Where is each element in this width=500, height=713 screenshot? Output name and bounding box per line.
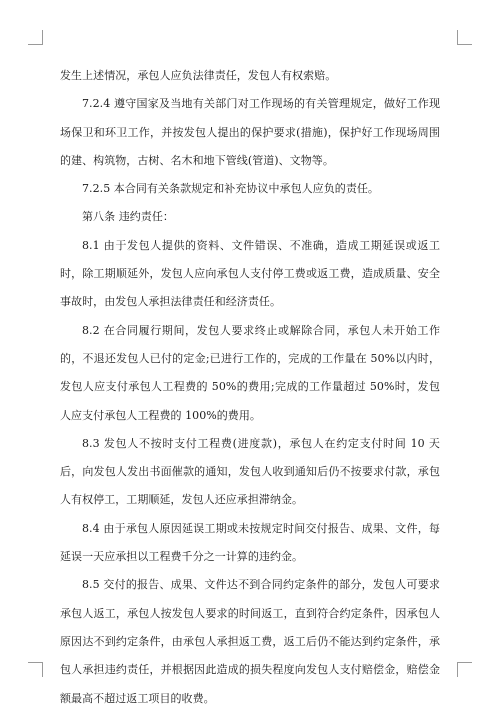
paragraph-8-1: 8.1 由于发包人提供的资料、文件错误、不准确，造成工期延误或返工时，除工期顺延外，发包人应向承包人支付停工费或返工费，造成质量、安全事故时，由发包人承担法律责任和经济责任。 bbox=[60, 238, 440, 309]
section-heading-article-8: 第八条 违约责任： bbox=[82, 210, 174, 224]
crop-mark-top-left bbox=[28, 30, 43, 45]
paragraph-7-2-4: 7.2.4 遵守国家及当地有关部门对工作现场的有关管理规定，做好工作现场保卫和环卫工作，并按发包人提出的保护要求(措施)，保护好工作现场周围的建、构筑物，古树、名木和地下管线(管道)、文物等。 bbox=[60, 97, 440, 167]
paragraph-8-4: 8.4 由于承包人原因延误工期或未按规定时间交付报告、成果、文件，每延误一天应承担以工程费千分之一计算的违约金。 bbox=[60, 521, 440, 564]
paragraph-continuation: 发生上述情况，承包人应负法律责任，发包人有权索赔。 bbox=[60, 69, 337, 82]
paragraph-8-2: 8.2 在合同履行期间，发包人要求终止或解除合同，承包人未开始工作的，不退还发包人已付的定金;已进行工作的，完成的工作量在 50%以内时，发包人应支付承包人工程费的 50%的费用;完成的工作量超过 50%时，发包人应支付承包人工程费的 100%的费用。 bbox=[60, 323, 440, 422]
paragraph-8-3: 8.3 发包人不按时支付工程费(进度款)，承包人在约定支付时间 10 天后，向发包人发出书面催款的通知，发包人收到通知后仍不按要求付款，承包人有权停工，工期顺延，发包人还应承担滞纳金。 bbox=[60, 436, 440, 507]
crop-mark-bottom-right bbox=[457, 662, 472, 677]
document-body bbox=[60, 62, 440, 713]
crop-mark-bottom-left bbox=[28, 662, 43, 677]
paragraph-8-5: 8.5 交付的报告、成果、文件达不到合同约定条件的部分，发包人可要求承包人返工，承包人按发包人要求的时间返工，直到符合约定条件，因承包人原因达不到约定条件，由承包人承担返工费，返工后仍不能达到约定条件，承包人承担违约责任，并根据因此造成的损失程度向发包人支付赔偿金，赔偿金额最高不超过返工项目的收费。 bbox=[60, 578, 440, 705]
paragraph-7-2-5: 7.2.5 本合同有关条款规定和补充协议中承包人应负的责任。 bbox=[82, 182, 379, 196]
crop-mark-top-right bbox=[457, 30, 472, 45]
